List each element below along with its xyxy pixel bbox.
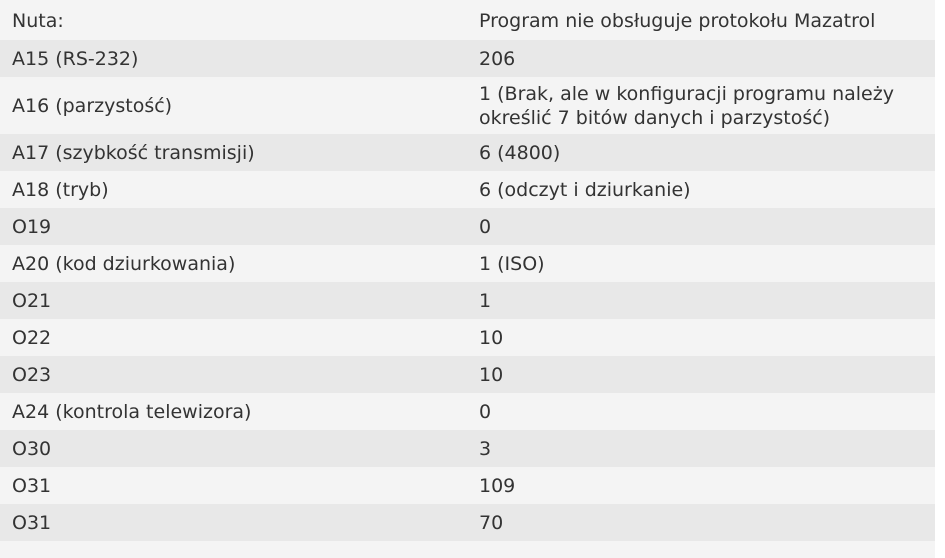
param-name: O22	[12, 326, 52, 349]
table-row	[0, 430, 935, 467]
param-name: O31	[12, 474, 52, 497]
param-name: O23	[12, 363, 52, 386]
param-name: A24 (kontrola telewizora)	[12, 400, 252, 423]
param-value: 0	[479, 400, 492, 423]
param-value: 10	[479, 363, 504, 386]
table-row	[0, 245, 935, 282]
param-value: 1	[479, 289, 492, 312]
table-row	[0, 504, 935, 541]
param-value: 70	[479, 511, 504, 534]
table-row	[0, 356, 935, 393]
param-name: O30	[12, 437, 52, 460]
param-name: O31	[12, 511, 52, 534]
param-value: 1 (ISO)	[479, 252, 545, 275]
table-row	[0, 208, 935, 245]
param-value: 206	[479, 47, 516, 70]
header-label: Nuta:	[12, 10, 64, 32]
param-name: A16 (parzystość)	[12, 94, 173, 117]
table-row	[0, 171, 935, 208]
table-row	[0, 319, 935, 356]
param-value: 6 (odczyt i dziurkanie)	[479, 178, 691, 201]
param-value: 3	[479, 437, 492, 460]
param-name: A15 (RS-232)	[12, 47, 139, 70]
param-value: 10	[479, 326, 504, 349]
param-value: 6 (4800)	[479, 141, 561, 164]
table-row	[0, 467, 935, 504]
table-row	[0, 134, 935, 171]
table-row	[0, 77, 935, 134]
header-note: Program nie obsługuje protokołu Mazatrol	[479, 10, 876, 32]
table-row	[0, 282, 935, 319]
param-value: 1 (Brak, ale w konfiguracji programu należy określić 7 bitów danych i parzystość)	[479, 82, 894, 129]
table-header-row	[0, 0, 935, 40]
table-row	[0, 40, 935, 77]
param-value: 109	[479, 474, 516, 497]
param-name: A17 (szybkość transmisji)	[12, 141, 255, 164]
param-value: 0	[479, 215, 492, 238]
table-row	[0, 393, 935, 430]
param-name: A18 (tryb)	[12, 178, 109, 201]
param-name: A20 (kod dziurkowania)	[12, 252, 236, 275]
param-name: O21	[12, 289, 52, 312]
param-name: O19	[12, 215, 52, 238]
